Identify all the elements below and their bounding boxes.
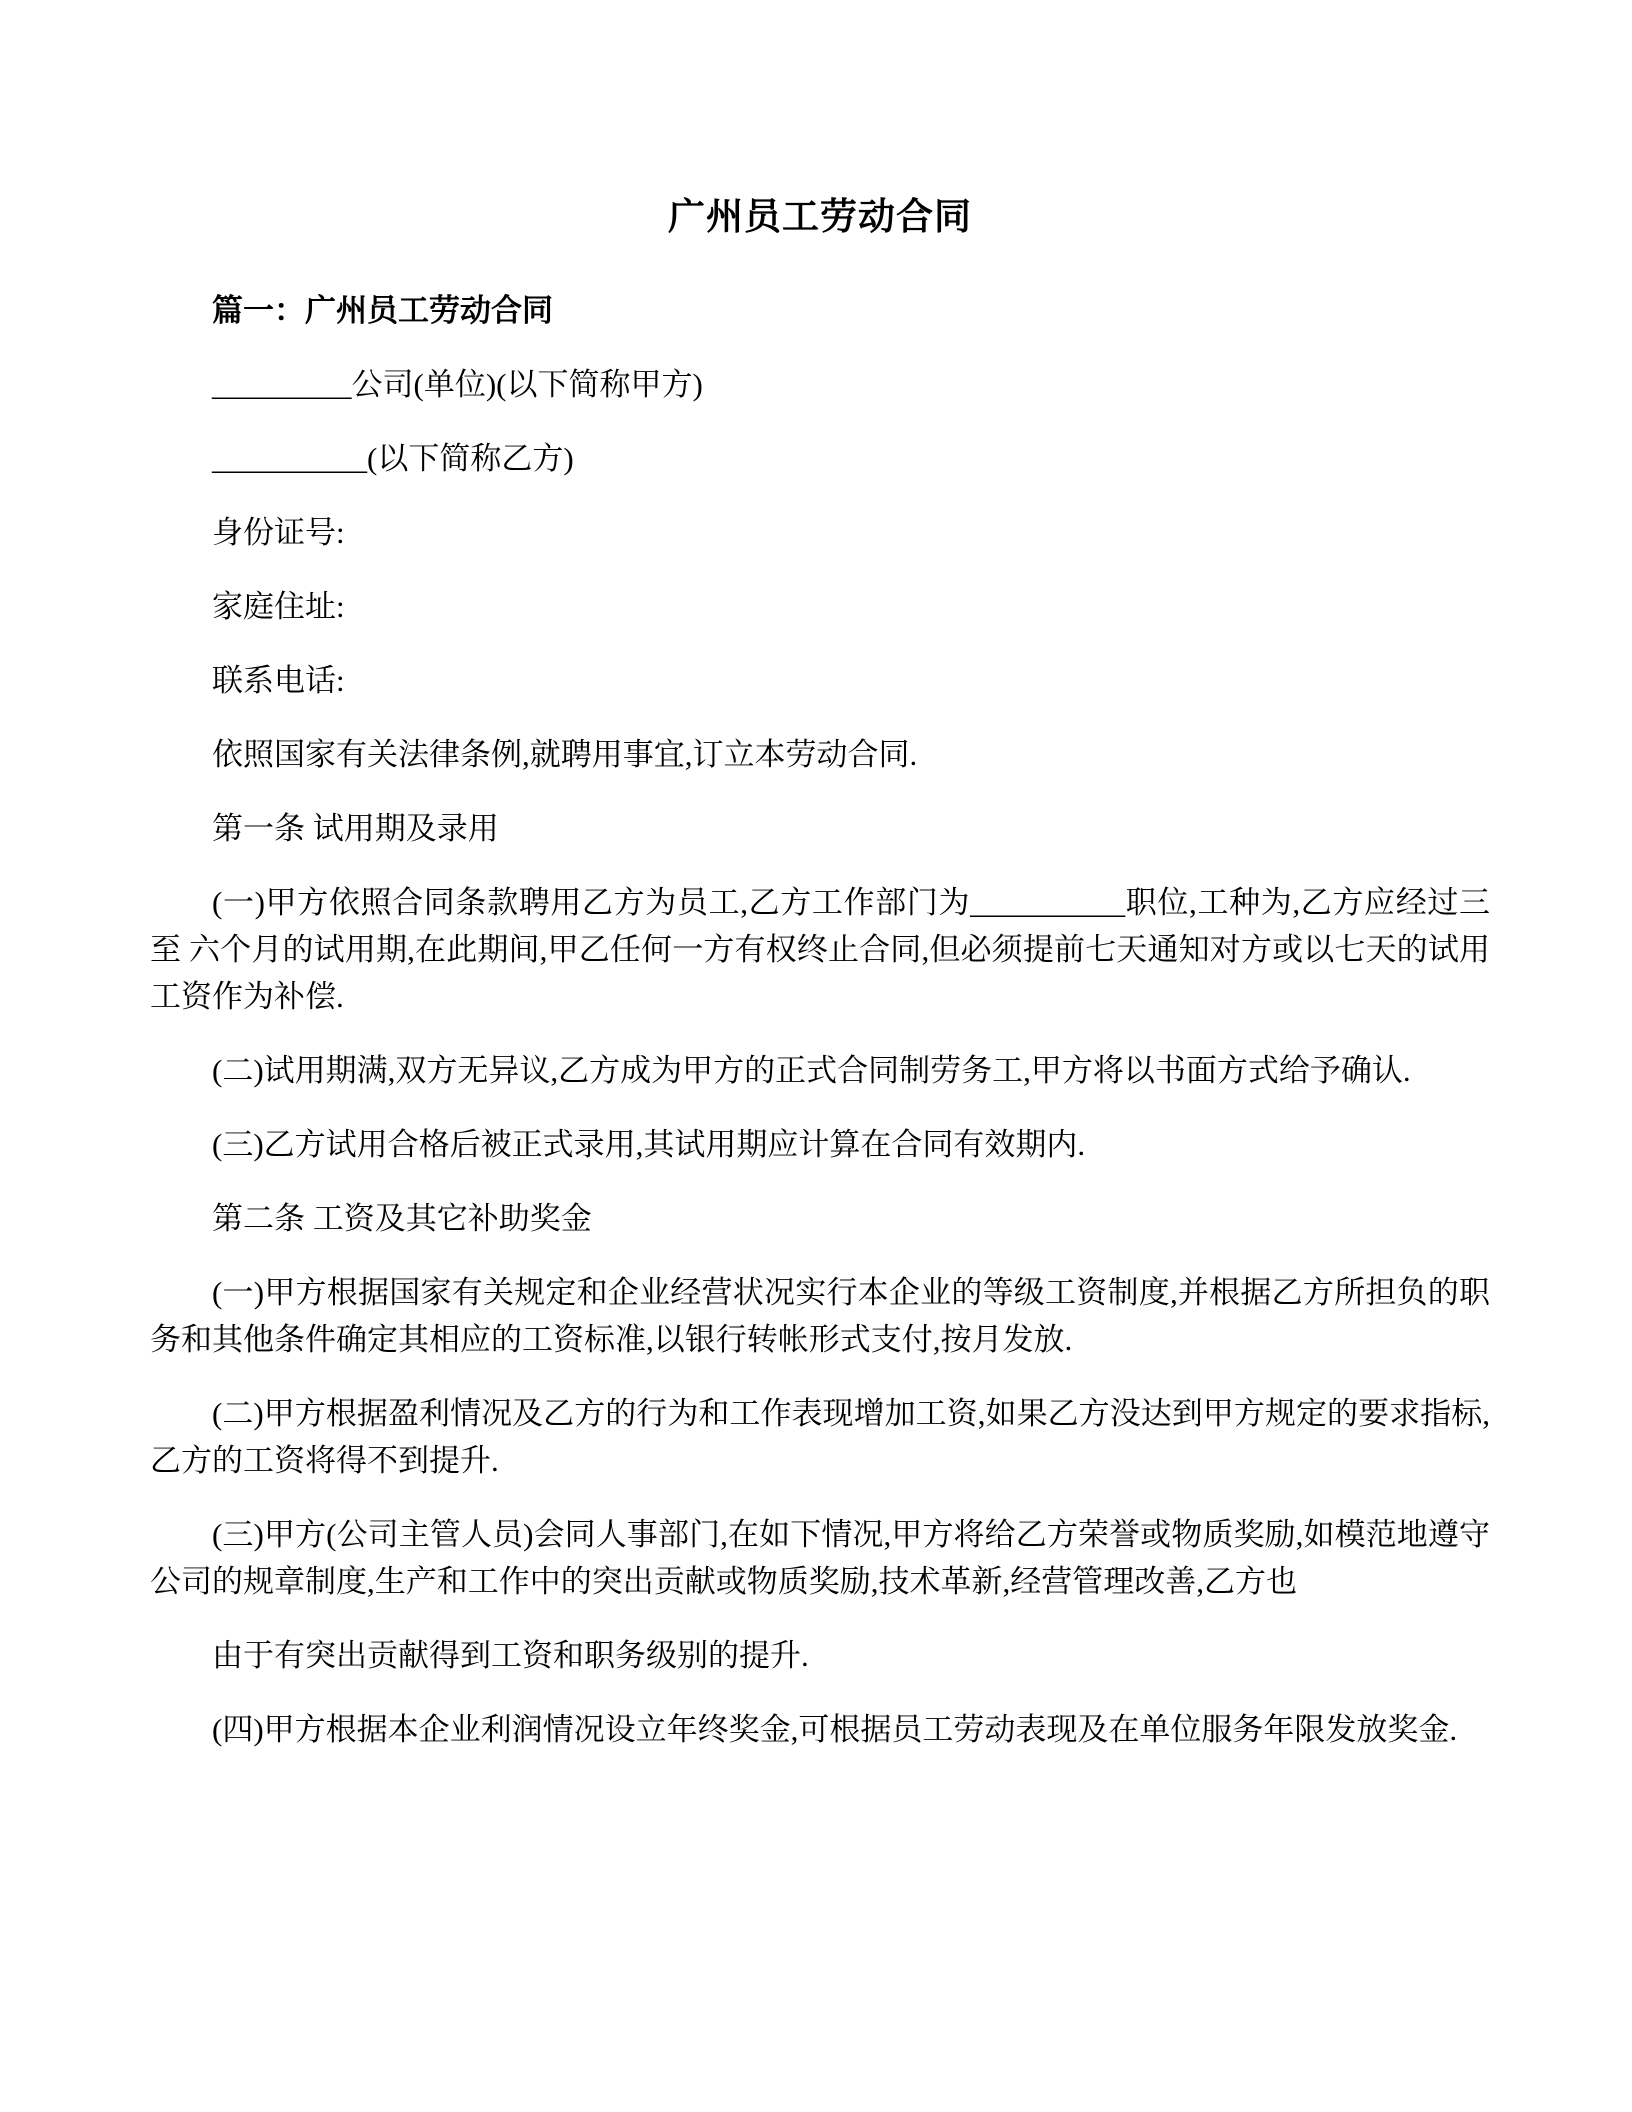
party-a-blank-line: _________公司(单位)(以下简称甲方) (212, 367, 703, 402)
id-number-label: 身份证号: (212, 515, 345, 550)
article-2-item-3-continuation: 由于有突出贡献得到工资和职务级别的提升. (212, 1638, 809, 1673)
preamble-text: 依照国家有关法律条例,就聘用事宜,订立本劳动合同. (212, 737, 918, 772)
subtitle-part-one: 篇一：广州员工劳动合同 (212, 293, 553, 328)
document-title: 广州员工劳动合同 (668, 196, 972, 237)
article-2-heading: 第二条 工资及其它补助奖金 (212, 1201, 592, 1236)
phone-number-label: 联系电话: (212, 663, 345, 698)
article-1-heading: 第一条 试用期及录用 (212, 811, 499, 846)
party-b-blank-line: __________(以下简称乙方) (212, 441, 574, 476)
article-2-item-3: (三)甲方(公司主管人员)会同人事部门,在如下情况,甲方将给乙方荣誉或物质奖励,如模范地遵守公司的规章制度,生产和工作中的突出贡献或物质奖励,技术革新,经营管理改善,乙方也 (150, 1517, 1490, 1599)
article-2-item-1: (一)甲方根据国家有关规定和企业经营状况实行本企业的等级工资制度,并根据乙方所担负的职务和其他条件确定其相应的工资标准,以银行转帐形式支付,按月发放. (150, 1275, 1490, 1357)
article-1-item-2: (二)试用期满,双方无异议,乙方成为甲方的正式合同制劳务工,甲方将以书面方式给予确认. (212, 1053, 1411, 1088)
article-1-item-1: (一)甲方依照合同条款聘用乙方为员工,乙方工作部门为__________职位,工种为,乙方应经过三至 六个月的试用期,在此期间,甲乙任何一方有权终止合同,但必须提前七天通知对方或以七天的试用工资作为补偿. (150, 885, 1490, 1014)
article-2-item-2: (二)甲方根据盈利情况及乙方的行为和工作表现增加工资,如果乙方没达到甲方规定的要求指标,乙方的工资将得不到提升. (150, 1396, 1490, 1478)
article-1-item-3: (三)乙方试用合格后被正式录用,其试用期应计算在合同有效期内. (212, 1127, 1086, 1162)
home-address-label: 家庭住址: (212, 589, 345, 624)
article-2-item-4: (四)甲方根据本企业利润情况设立年终奖金,可根据员工劳动表现及在单位服务年限发放奖金. (212, 1712, 1458, 1747)
